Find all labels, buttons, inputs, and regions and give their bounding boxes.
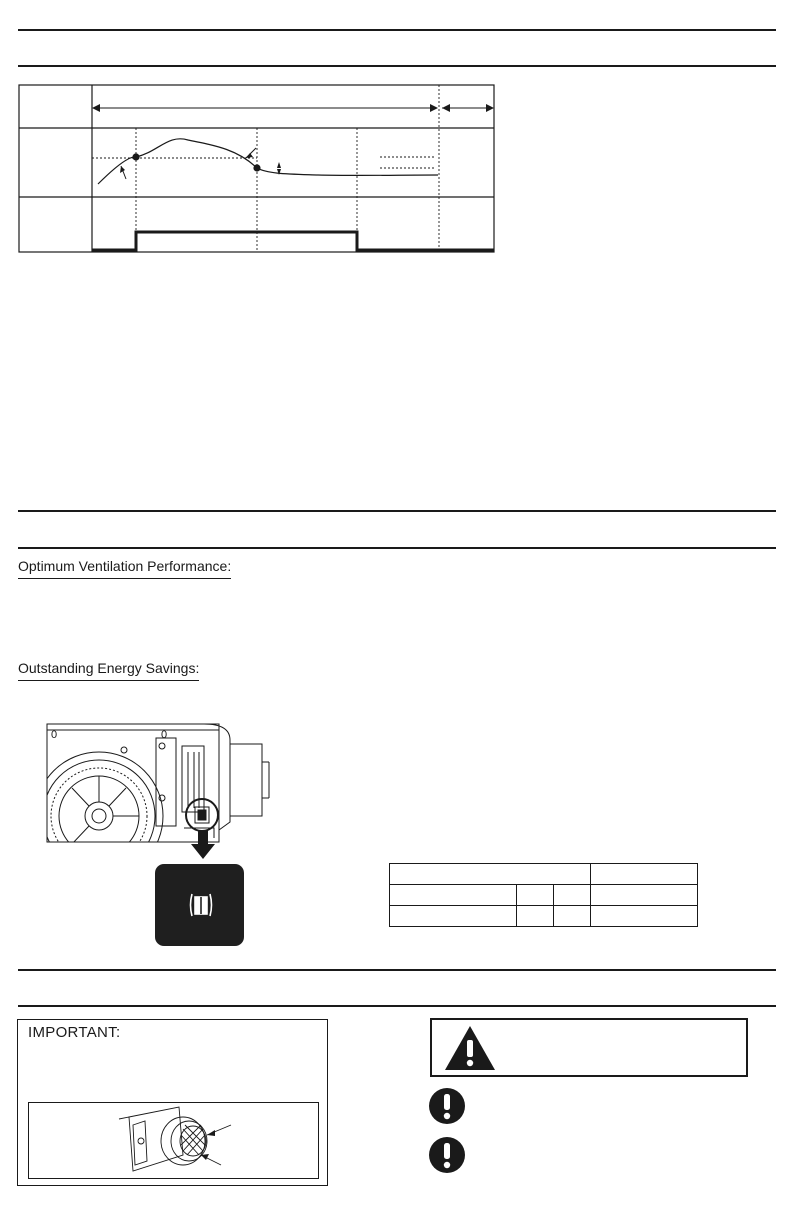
table-row <box>390 906 698 927</box>
fan-state-wave <box>92 232 494 250</box>
important-title: IMPORTANT: <box>28 1024 121 1041</box>
warning-box <box>430 1018 748 1077</box>
fan-interior-illustration <box>44 718 274 844</box>
humidity-curve <box>98 139 438 184</box>
turn-on-point <box>132 153 139 160</box>
warning-triangle-icon <box>444 1025 496 1071</box>
table-header-row <box>390 864 698 885</box>
top-rule-2 <box>18 65 776 67</box>
diagram-digit-left: 0 <box>51 729 58 741</box>
down-arrow-icon <box>190 830 216 860</box>
top-rule-1 <box>18 29 776 31</box>
sensor-detail-tile <box>155 864 244 946</box>
exclamation-circle-icon <box>428 1136 466 1174</box>
mid-rule-1 <box>18 510 776 512</box>
diagram-digit-mid: 0 <box>161 729 168 741</box>
important-notice-box <box>17 1019 328 1186</box>
mid-rule-2 <box>18 547 776 549</box>
lower-rule-1 <box>18 969 776 971</box>
important-illustration-box <box>28 1102 319 1179</box>
turn-off-point <box>253 164 260 171</box>
duct-connector-illustration <box>111 1105 241 1177</box>
sensor-detail-icon <box>188 889 214 921</box>
exclamation-circle-icon <box>428 1087 466 1125</box>
timing-diagram <box>18 84 496 256</box>
settings-table <box>389 863 698 927</box>
optimum-ventilation-heading: Optimum Ventilation Performance: <box>18 558 231 579</box>
energy-savings-heading: Outstanding Energy Savings: <box>18 660 199 681</box>
lower-rule-2 <box>18 1005 776 1007</box>
table-row <box>390 885 698 906</box>
